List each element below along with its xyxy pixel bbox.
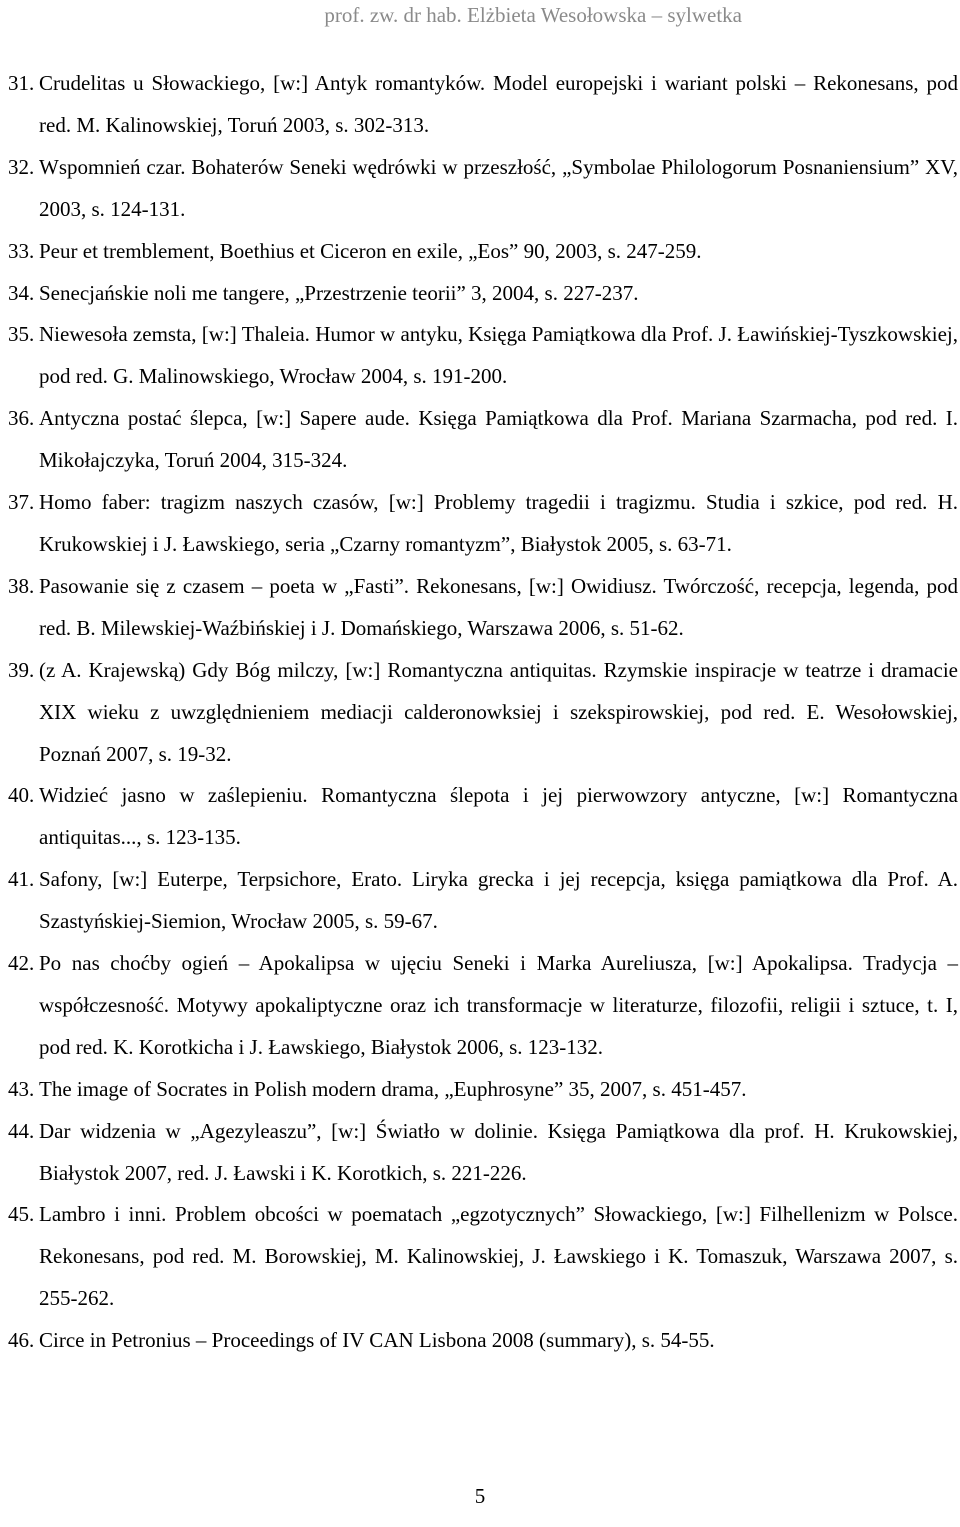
entry-text: The image of Socrates in Polish modern drama, „Euphrosyne” 35, 2007, s. 451-457.	[39, 1076, 747, 1101]
entry-text: Lambro i inni. Problem obcości w poematach „egzotycznych” Słowackiego, [w:] Filhellenizm w Polsce. Rekonesans, pod red. M. Borowskiej, M. Kalinowskiej, J. Ławskiego i K. Tomaszuk, Warszawa 2007, s. 255-262.	[39, 1202, 958, 1311]
entry-text: Po nas choćby ogień – Apokalipsa w ujęciu Seneki i Marka Aureliusza, [w:] Apokalipsa. Tradycja – współczesność. Motywy apokaliptyczne oraz ich transformacje w literaturze, filozofii, religii i sztuce, t. I, pod red. K. Korotkicha i J. Ławskiego, Białystok 2006, s. 123-132.	[39, 951, 958, 1059]
entry-text: Dar widzenia w „Agezyleaszu”, [w:] Światło w dolinie. Księga Pamiątkowa dla prof. H. Krukowskiej, Białystok 2007, red. J. Ławski i K. Korotkich, s. 221-226.	[39, 1118, 958, 1185]
entry-number: 44.	[8, 1118, 35, 1143]
running-header: prof. zw. dr hab. Elżbieta Wesołowska – sylwetka	[324, 3, 742, 27]
entry-number: 41.	[8, 867, 35, 892]
publication-entry	[8, 859, 958, 943]
publication-entry	[8, 273, 958, 315]
publication-entry	[8, 1111, 958, 1195]
entry-text: Peur et tremblement, Boethius et Ciceron en exile, „Eos” 90, 2003, s. 247-259.	[39, 238, 702, 263]
page-number: 5	[474, 1484, 486, 1508]
publication-entry	[8, 231, 958, 273]
publication-entry	[8, 314, 958, 398]
publication-entry	[8, 147, 958, 231]
entry-number: 39.	[8, 657, 35, 682]
entry-text: Senecjańskie noli me tangere, „Przestrzenie teorii” 3, 2004, s. 227-237.	[39, 280, 639, 305]
entry-text: Niewesoła zemsta, [w:] Thaleia. Humor w antyku, Księga Pamiątkowa dla Prof. J. Ławińskiej-Tyszkowskiej, pod red. G. Malinowskiego, Wrocław 2004, s. 191-200.	[39, 322, 958, 389]
entry-number: 35.	[8, 322, 35, 347]
entry-text: Circe in Petronius – Proceedings of IV CAN Lisbona 2008 (summary), s. 54-55.	[39, 1328, 715, 1353]
entry-number: 37.	[8, 490, 35, 515]
publication-entry	[8, 650, 958, 776]
entry-number: 40.	[8, 783, 35, 808]
entry-number: 32.	[8, 154, 35, 179]
publication-entry	[8, 1194, 958, 1320]
publication-entry	[8, 943, 958, 1069]
entry-number: 34.	[8, 280, 35, 305]
publication-entry	[8, 566, 958, 650]
entry-number: 42.	[8, 951, 35, 976]
entry-number: 46.	[8, 1328, 35, 1353]
entry-text: Safony, [w:] Euterpe, Terpsichore, Erato. Liryka grecka i jej recepcja, księga pamiątkowa dla Prof. A. Szastyńskiej-Siemion, Wrocław 2005, s. 59-67.	[39, 867, 958, 934]
entry-text: Wspomnień czar. Bohaterów Seneki wędrówki w przeszłość, „Symbolae Philologorum Posnaniensium” XV, 2003, s. 124-131.	[39, 154, 958, 221]
entry-number: 36.	[8, 406, 35, 431]
entry-number: 45.	[8, 1202, 35, 1227]
entry-number: 33.	[8, 238, 35, 263]
publication-entry	[8, 482, 958, 566]
entry-number: 38.	[8, 573, 35, 598]
entry-text: Crudelitas u Słowackiego, [w:] Antyk romantyków. Model europejski i wariant polski – Rekonesans, pod red. M. Kalinowskiej, Toruń 2003, s. 302-313.	[39, 71, 958, 137]
publication-entry	[8, 1320, 958, 1362]
publication-entry	[8, 63, 958, 147]
publication-entry	[8, 1069, 958, 1111]
publication-entry	[8, 775, 958, 859]
entry-text: Pasowanie się z czasem – poeta w „Fasti”. Rekonesans, [w:] Owidiusz. Twórczość, recepcja, legenda, pod red. B. Milewskiej-Waźbińskiej i J. Domańskiego, Warszawa 2006, s. 51-62.	[39, 573, 958, 640]
entry-text: Antyczna postać ślepca, [w:] Sapere aude. Księga Pamiątkowa dla Prof. Mariana Szarmacha, pod red. I. Mikołajczyka, Toruń 2004, 315-324.	[39, 406, 958, 473]
publication-list	[8, 63, 958, 1362]
entry-number: 43.	[8, 1076, 35, 1101]
entry-text: Homo faber: tragizm naszych czasów, [w:] Problemy tragedii i tragizmu. Studia i szkice, pod red. H. Krukowskiej i J. Ławskiego, seria „Czarny romantyzm”, Białystok 2005, s. 63-71.	[39, 490, 958, 556]
publication-entry	[8, 398, 958, 482]
entry-text: Widzieć jasno w zaślepieniu. Romantyczna ślepota i jej pierwowzory antyczne, [w:] Romantyczna antiquitas..., s. 123-135.	[39, 783, 958, 850]
entry-number: 31.	[8, 71, 35, 95]
entry-text: (z A. Krajewską) Gdy Bóg milczy, [w:] Romantyczna antiquitas. Rzymskie inspiracje w teatrze i dramacie XIX wieku z uwzględnieniem mediacji calderonowksiej i szekspirowskiej, pod red. E. Wesołowskiej, Poznań 2007, s. 19-32.	[39, 657, 958, 766]
